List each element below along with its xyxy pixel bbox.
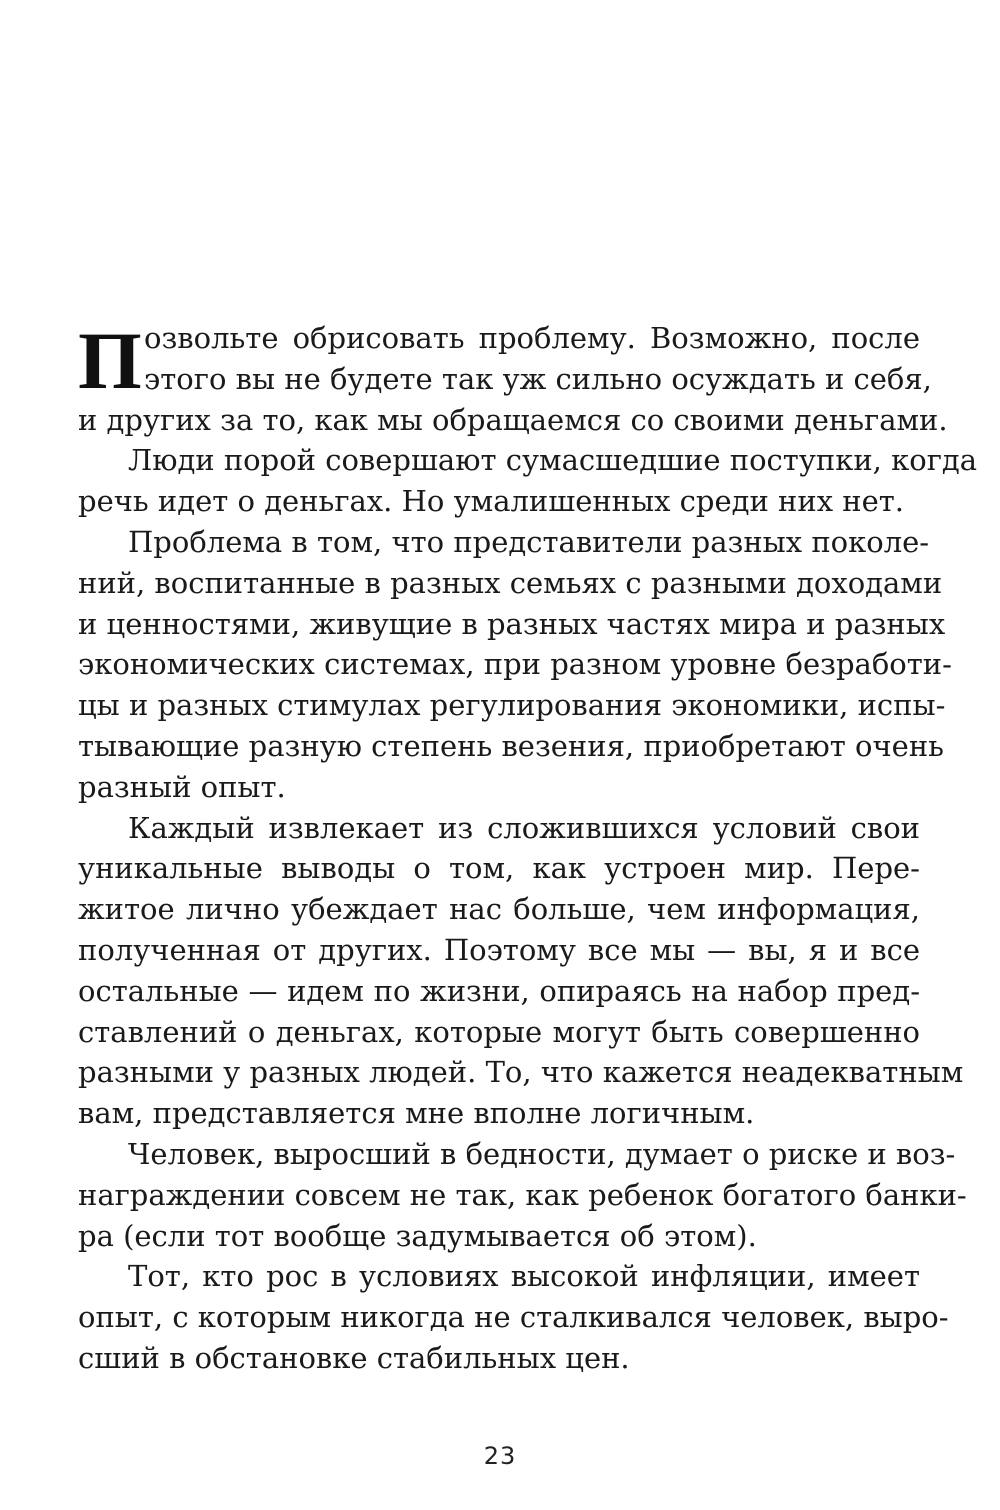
text-line: цы и разных стимулах регулирования экономики, испы- xyxy=(78,688,946,723)
text-line: Человек, выросший в бедности, думает о риске и воз- xyxy=(128,1136,956,1171)
text-line: ний, воспитанные в разных семьях с разными доходами xyxy=(78,565,943,600)
text-line: полученная от других. Поэтому все мы — вы, я и все xyxy=(78,932,920,967)
body-text xyxy=(78,315,978,1379)
text-line: и ценностями, живущие в разных частях мира и разных xyxy=(78,606,946,641)
text-line: разный опыт. xyxy=(78,769,286,804)
text-line: уникальные выводы о том, как устроен мир. Пере- xyxy=(78,851,920,886)
text-line: остальные — идем по жизни, опираясь на набор пред- xyxy=(78,973,920,1008)
text-line: житое лично убеждает нас больше, чем информация, xyxy=(78,892,920,927)
text-line: и других за то, как мы обращаемся со своими деньгами. xyxy=(78,402,948,437)
page-number: 23 xyxy=(483,1442,517,1470)
text-line: вам, представляется мне вполне логичным. xyxy=(78,1096,755,1131)
text-line: Тот, кто рос в условиях высокой инфляции, имеет xyxy=(128,1259,920,1294)
paragraph-4 xyxy=(78,808,964,1134)
paragraph-1 xyxy=(78,315,948,440)
paragraph-3 xyxy=(78,522,952,808)
paragraph-5 xyxy=(78,1134,967,1256)
text-line: Каждый извлекает из сложившихся условий свои xyxy=(128,810,920,845)
text-line: ра (если тот вообще задумывается об этом). xyxy=(78,1218,757,1253)
text-line: ставлений о деньгах, которые могут быть совершенно xyxy=(78,1014,920,1049)
text-line: этого вы не будете так уж сильно осуждать и себя, xyxy=(144,361,932,396)
text-line: Проблема в том, что представители разных поколе- xyxy=(128,524,930,559)
paragraph-6 xyxy=(78,1256,949,1378)
text-line: Люди порой совершают сумасшедшие поступки, когда xyxy=(128,443,978,478)
text-line: сший в обстановке стабильных цен. xyxy=(78,1340,630,1375)
text-line: речь идет о деньгах. Но умалишенных среди них нет. xyxy=(78,484,905,519)
text-line: тывающие разную степень везения, приобретают очень xyxy=(78,728,944,763)
text-line: опыт, с которым никогда не сталкивался человек, выро- xyxy=(78,1300,949,1335)
drop-cap: П xyxy=(78,315,142,406)
text-line: разными у разных людей. То, что кажется неадекватным xyxy=(78,1055,964,1090)
text-line: озвольте обрисовать проблему. Возможно, после xyxy=(144,321,920,355)
text-line: экономических системах, при разном уровне безработи- xyxy=(78,647,952,682)
paragraph-2 xyxy=(78,440,978,522)
text-line: награждении совсем не так, как ребенок богатого банки- xyxy=(78,1177,967,1212)
